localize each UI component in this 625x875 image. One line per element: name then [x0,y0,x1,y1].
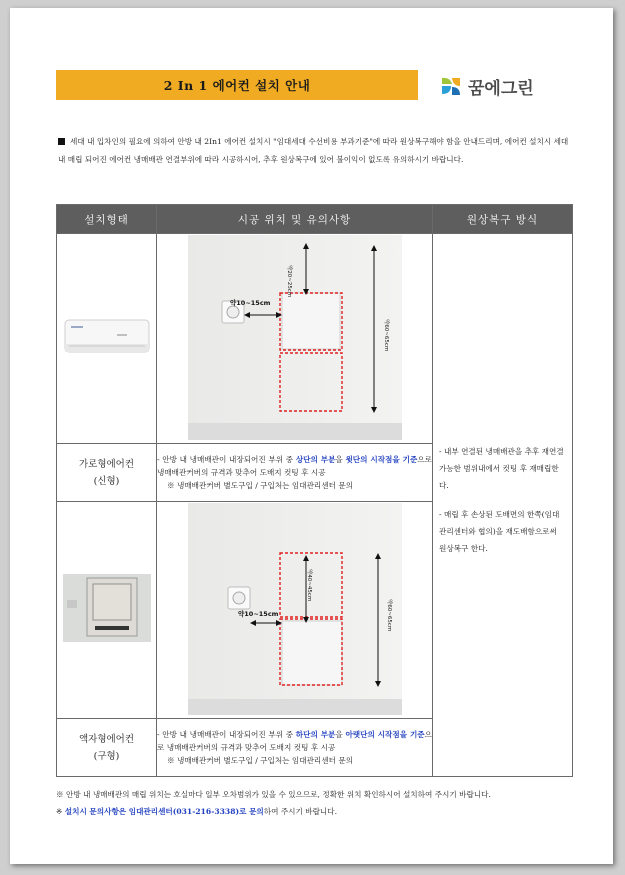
dim-label-top-2: 약40~45cm [306,569,312,602]
header-install-type: 설치형태 [57,205,157,234]
restore-step-2: - 매립 후 손상된 도배면의 한쪽(임대관리센터와 협의)을 재도배함으로써 원상복구 한다. [439,510,560,553]
dim-label-top-1: 약20~25cm [286,265,292,298]
note-text-1b: 을 [335,455,346,464]
note-highlight-2b: 아랫단의 시작점을 기준 [345,730,425,739]
footer-line-1: ※ 안방 내 냉매배관의 매립 위치는 호실마다 일부 오차범위가 있을 수 있으므로, 정확한 위치 확인하시어 설치하여 주시기 바랍니다. [56,790,491,799]
install-photo-2 [188,503,402,715]
footer-line-2 [56,803,586,820]
install-photo-cell-2 [157,502,433,719]
install-note-1 [157,444,433,502]
dim-label-horizontal-2: 약10~15cm [238,610,279,618]
install-photo-cell-1 [157,234,433,444]
dim-label-right-1: 약60~65cm [383,319,389,352]
type-name-2: 액자형에어컨 [78,733,135,745]
install-type-2 [57,719,157,777]
logo [440,74,534,98]
install-note-2 [157,719,433,777]
intro-text: 세대 내 입차인의 필요에 의하여 안방 내 2In1 에어컨 설치시 "임대세대 수선비용 부과기준"에 따라 원상복구해야 함을 안내드리며, 에어컨 설치시 세대 내 매립 되어진 에어컨 냉매배관 연결부위에 따라 시공하시어, 추후 원상복구에 있어 불이익이 없도록 유의하시기 바랍니다. [58,137,569,164]
note-text-2b: 을 [335,730,346,739]
install-guide-table [56,204,573,777]
note-text-1: - 안방 내 냉매배관이 내장되어진 부위 중 [157,455,296,464]
dim-label-horizontal-1: 약10~15cm [230,299,271,307]
restore-step-1: - 내부 연결된 냉매배관을 추후 재연결 가능한 범위내에서 컷팅 후 재매립한다. [439,447,564,490]
footer-notes [56,786,586,820]
install-photo-1 [188,235,402,440]
document-page [10,8,613,864]
logo-text: 꿈에그린 [468,78,534,99]
footer-line-2-prefix: ※ [56,807,65,816]
footer-contact-highlight: 설치시 문의사항은 임대관리센터(031-216-3338)로 문의 [64,807,264,816]
header-restore-method: 원상복구 방식 [433,205,573,234]
note-highlight-2a: 하단의 부분 [295,730,336,739]
footer-line-2-suffix: 하여 주시기 바랍니다. [263,807,338,816]
ac-image-cell-2 [57,502,157,719]
note-text-1c: 으로 냉매배관커버의 규격과 맞추어 도배지 컷팅 후 시공 [157,455,432,477]
intro-paragraph [58,133,578,169]
note-sub-2: ※ 냉매배관커버 별도구입 / 구입처는 임대관리센터 문의 [167,756,354,765]
note-text-2: - 안방 내 냉매배관이 내장되어진 부위 중 [157,730,296,739]
page-title: 2 In 1 에어컨 설치 안내 [56,70,418,100]
install-type-1 [57,444,157,502]
wall-mounted-ac-icon [57,234,157,439]
bullet-square-icon [58,138,65,145]
type-sub-2: (구형) [93,750,120,762]
restore-method-cell [433,234,573,777]
dim-label-right-2: 약60~65cm [386,599,392,632]
header-position-notes: 시공 위치 및 유의사항 [157,205,433,234]
ac-image-cell-1 [57,234,157,444]
note-highlight-1b: 윗단의 시작점을 기준 [345,455,418,464]
frame-type-ac-icon [57,502,157,714]
type-sub-1: (신형) [93,475,120,487]
note-text-2c: 으로 냉매배관커버의 규격과 맞추어 도배지 컷팅 후 시공 [157,730,432,752]
note-sub-1: ※ 냉매배관커버 별도구입 / 구입처는 임대관리센터 문의 [167,481,354,490]
logo-mark-icon [440,75,462,97]
note-highlight-1a: 상단의 부분 [295,455,336,464]
type-name-1: 가로형에어컨 [78,458,135,470]
